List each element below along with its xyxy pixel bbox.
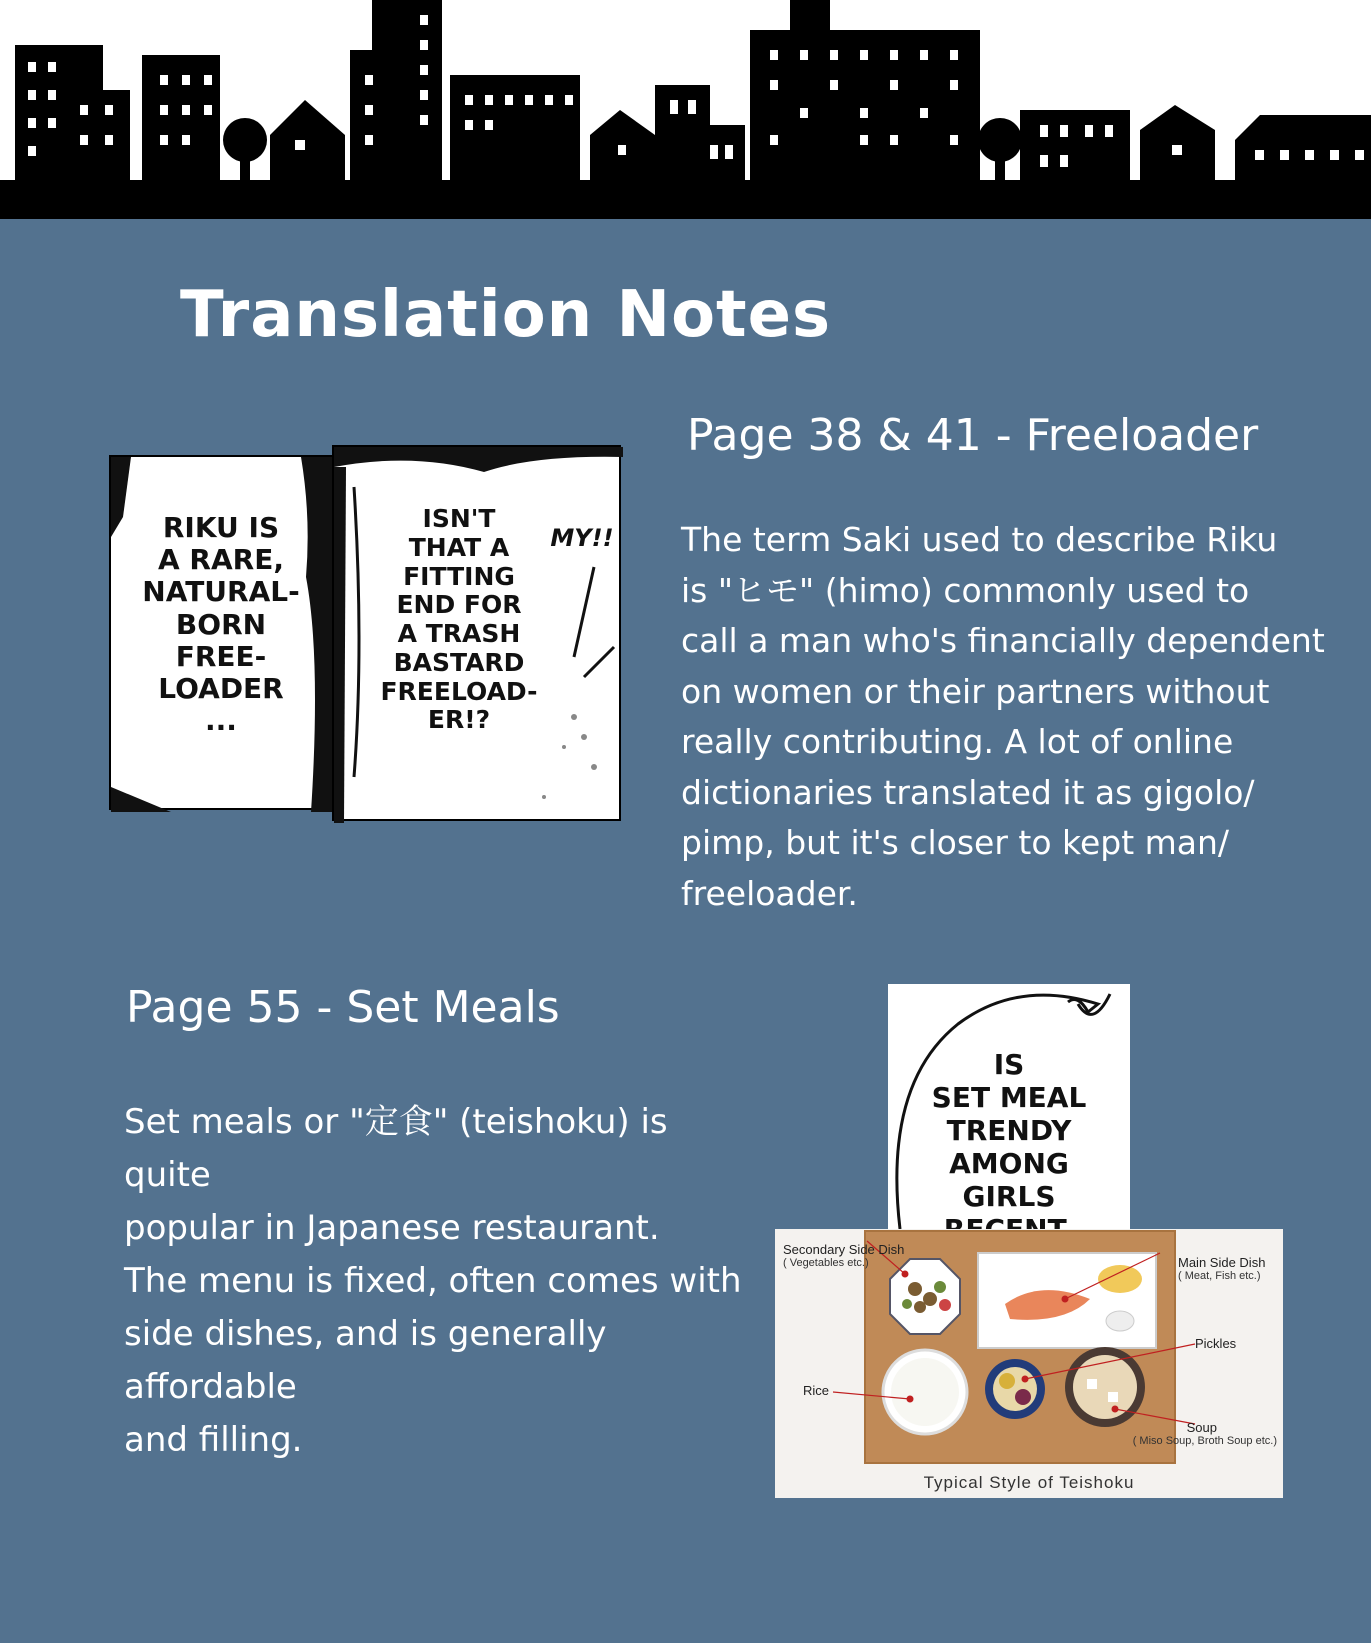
skyline-banner	[0, 0, 1371, 219]
manga-panel-left	[109, 455, 335, 810]
label-rice: Rice	[803, 1383, 830, 1398]
city-skyline-illustration	[0, 0, 1371, 219]
panel-right-side-speech: MY!!	[550, 524, 614, 552]
label-pickles: Pickles	[1195, 1336, 1237, 1351]
panel-left-speech: RIKU IS A RARE, NATURAL- BORN FREE- LOADER ...	[142, 511, 300, 738]
manga-panel-right	[332, 445, 621, 821]
panel-setmeal-speech: IS SET MEAL TRENDY AMONG GIRLS	[931, 1048, 1087, 1213]
page-title: Translation Notes	[180, 278, 832, 352]
diagram-caption: Typical Style of Teishoku	[923, 1473, 1135, 1492]
note1-body: The term Saki used to describe Riku is "ヒモ" (himo) commonly used to call a man who's financially dependent on women or their partners without really contributing. A lot of online dictionaries translated it as gigolo/ pimp, but it's closer to kept man/ freeloader.	[681, 520, 1325, 913]
teishoku-diagram	[775, 1229, 1283, 1498]
panel-right-speech: ISN'T THAT A FITTING END FOR A TRASH BASTARD FREELOAD- ER!?	[380, 504, 538, 735]
note2-heading: Page 55 - Set Meals	[126, 982, 560, 1033]
note2-body: Set meals or "定食" (teishoku) is quite popular in Japanese restaurant. The menu is fixed, often comes with side dishes, and is generally affordable and filling.	[124, 1102, 742, 1460]
note1-heading: Page 38 & 41 - Freeloader	[687, 410, 1259, 461]
label-soup: Soup ( Miso Soup, Broth Soup etc.)	[1132, 1420, 1277, 1448]
manga-panel-setmeal	[888, 984, 1130, 1229]
label-main-side-dish: Main Side Dish ( Meat, Fish etc.)	[1178, 1255, 1266, 1283]
label-secondary-side-dish: Secondary Side Dish ( Vegetables etc.)	[783, 1242, 905, 1270]
